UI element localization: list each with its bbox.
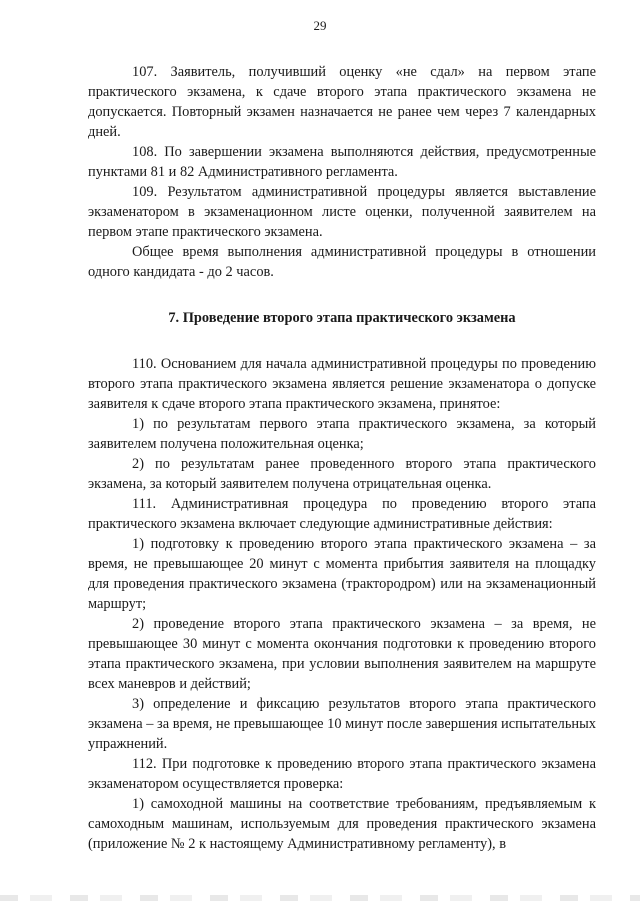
paragraph-107: 107. Заявитель, получивший оценку «не сдал» на первом этапе практического экзамена, к сдаче второго этапа практического экзамена не допускается. Повторный экзамен назначается не ранее чем через 7 календарных дней. bbox=[88, 64, 596, 140]
paragraph-110-item-1: 1) по результатам первого этапа практического экзамена, за который заявителем получена положительная оценка; bbox=[88, 416, 596, 452]
scan-artifact bbox=[0, 895, 640, 901]
paragraph-111-item-1: 1) подготовку к проведению второго этапа практического экзамена – за время, не превышающее 20 минут с момента прибытия заявителя на площадку для проведения практического экзамена (трактородром) или на экзаменационный маршрут; bbox=[88, 536, 596, 612]
paragraph-112-item-1: 1) самоходной машины на соответствие требованиям, предъявляемым к самоходным машинам, используемым для проведения практического экзамена (приложение № 2 к настоящему Административному регламенту), в bbox=[88, 796, 596, 852]
paragraph-109: 109. Результатом административной процедуры является выставление экзаменатором в экзаменационном листе оценки, полученной заявителем на первом этапе практического экзамена. bbox=[88, 184, 596, 240]
paragraph-108: 108. По завершении экзамена выполняются действия, предусмотренные пунктами 81 и 82 Административного регламента. bbox=[88, 144, 596, 180]
paragraph-112: 112. При подготовке к проведению второго этапа практического экзамена экзаменатором осуществляется проверка: bbox=[88, 756, 596, 792]
document-body bbox=[88, 62, 596, 854]
paragraph-110: 110. Основанием для начала административной процедуры по проведению второго этапа практического экзамена является решение экзаменатора о допуске заявителя к сдаче второго этапа практического экзамена, принятое: bbox=[88, 356, 596, 412]
paragraph-111-item-3: 3) определение и фиксацию результатов второго этапа практического экзамена – за время, не превышающее 10 минут после завершения испытательных упражнений. bbox=[88, 696, 596, 752]
paragraph-total-time: Общее время выполнения административной процедуры в отношении одного кандидата - до 2 часов. bbox=[88, 244, 596, 280]
paragraph-111: 111. Административная процедура по проведению второго этапа практического экзамена включает следующие административные действия: bbox=[88, 496, 596, 532]
paragraph-110-item-2: 2) по результатам ранее проведенного второго этапа практического экзамена, за который заявителем получена отрицательная оценка. bbox=[88, 456, 596, 492]
page-number: 29 bbox=[313, 18, 327, 33]
section-heading: 7. Проведение второго этапа практического экзамена bbox=[168, 310, 516, 326]
paragraph-111-item-2: 2) проведение второго этапа практического экзамена – за время, не превышающее 30 минут с момента окончания подготовки к проведению второго этапа практического экзамена, при условии выполнения заявителем на маршруте всех маневров и действий; bbox=[88, 616, 596, 692]
